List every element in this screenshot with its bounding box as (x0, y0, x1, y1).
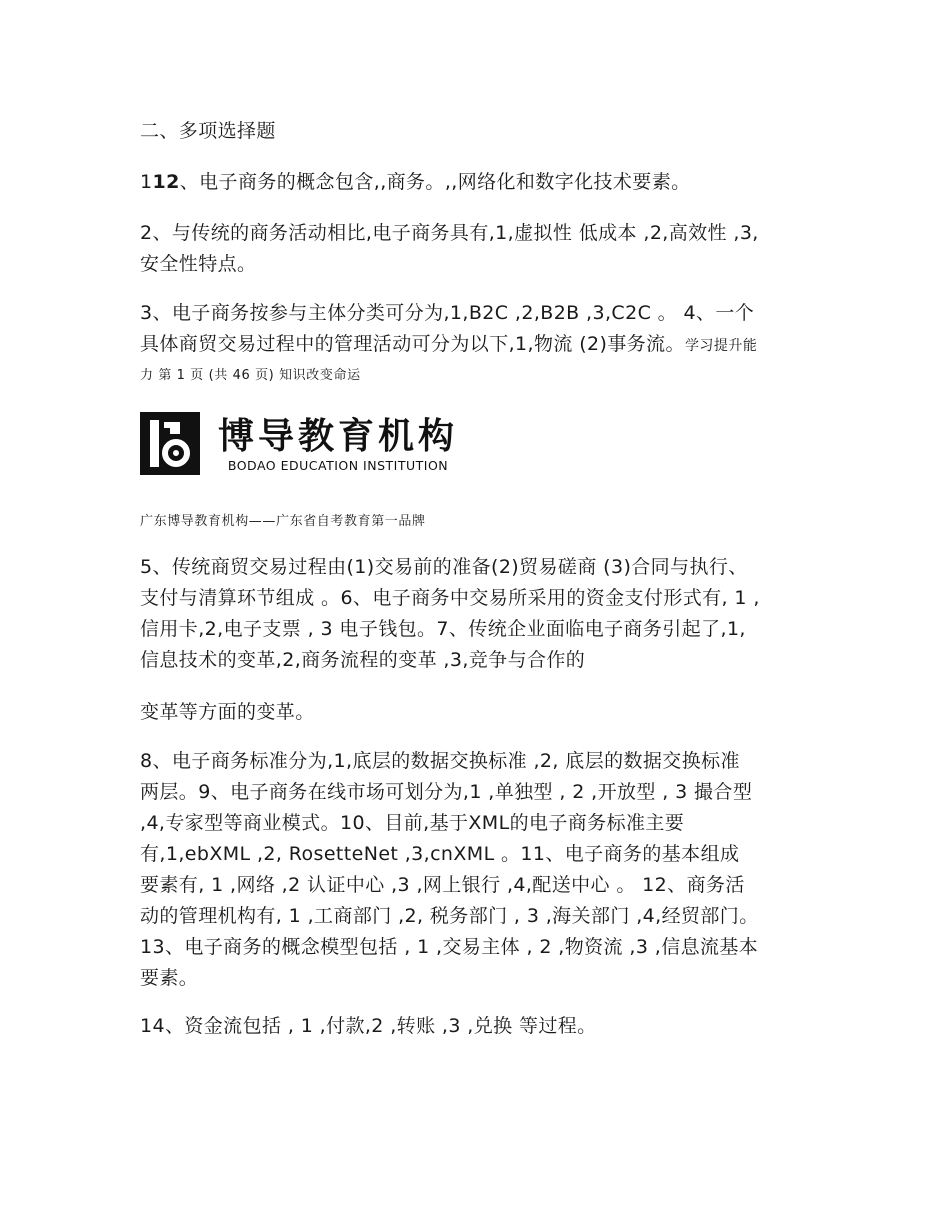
q2-line-2: 安全性特点。 (140, 253, 257, 275)
question-2 (140, 218, 820, 280)
paragraph-5 (140, 552, 820, 676)
bodao-logo (140, 412, 475, 475)
p5-line-4: 信息技术的变革,2,商务流程的变革 ,3,竞争与合作的 (140, 649, 586, 671)
p8-line-8: 要素。 (140, 967, 199, 989)
section-title: 二、多项选择题 (140, 120, 276, 142)
logo-mark-stem (150, 420, 159, 467)
paragraph-14: 14、资金流包括 , 1 ,付款,2 ,转账 ,3 ,兑换 等过程。 (140, 1015, 597, 1037)
paragraph-5-continued: 变革等方面的变革。 (140, 701, 315, 723)
question-3 (140, 298, 820, 360)
p8-line-4: 有,1,ebXML ,2, RosetteNet ,3,cnXML 。11、电子商务的基本组成 (140, 843, 740, 865)
p5-line-2: 支付与清算环节组成 。6、电子商务中交易所采用的资金支付形式有, 1 , (140, 587, 760, 609)
p8-line-5: 要素有, 1 ,网络 ,2 认证中心 ,3 ,网上银行 ,4,配送中心 。 12、商务活 (140, 874, 745, 896)
p8-line-7: 13、电子商务的概念模型包括 , 1 ,交易主体 , 2 ,物资流 ,3 ,信息流基本 (140, 936, 759, 958)
question-1 (140, 167, 820, 198)
p8-line-1: 8、电子商务标准分为,1,底层的数据交换标准 ,2, 底层的数据交换标准 (140, 750, 740, 772)
q3-line-2: 具体商贸交易过程中的管理活动可分为以下,1,物流 (2)事务流。 (140, 333, 685, 355)
paragraph-8 (140, 746, 820, 994)
logo-mark-dot (173, 450, 179, 456)
p8-line-6: 动的管理机构有, 1 ,工商部门 ,2, 税务部门 , 3 ,海关部门 ,4,经贸部门。 (140, 905, 759, 927)
p5-line-1: 5、传统商贸交易过程由(1)交易前的准备(2)贸易磋商 (3)合同与执行、 (140, 556, 748, 578)
tagline: 广东博导教育机构——广东省自考教育第一品牌 (140, 514, 426, 529)
q3-line-1: 3、电子商务按参与主体分类可分为,1,B2C ,2,B2B ,3,C2C 。 4、一个 (140, 302, 755, 324)
q3-line-2-tail: 学习提升能 (684, 338, 758, 354)
q2-line-1: 2、与传统的商务活动相比,电子商务具有,1,虚拟性 低成本 ,2,高效性 ,3, (140, 222, 759, 244)
q1-prefix: 1 (140, 171, 153, 193)
q1-text: 、电子商务的概念包含,,商务。,,网络化和数字化技术要素。 (179, 171, 691, 193)
logo-subtitle: BODAO EDUCATION INSTITUTION (227, 458, 449, 473)
logo-title: 博导教育机构 (217, 415, 459, 457)
p8-line-2: 两层。9、电子商务在线市场可划分为,1 ,单独型 , 2 ,开放型 , 3 撮合型 (140, 781, 753, 803)
p5-line-3: 信用卡,2,电子支票 , 3 电子钱包。7、传统企业面临电子商务引起了,1, (140, 618, 746, 640)
p8-line-3: ,4,专家型等商业模式。10、目前,基于XML的电子商务标准主要 (140, 812, 685, 834)
page-footer-line: 力 第 1 页 (共 46 页) 知识改变命运 (140, 368, 361, 383)
q1-number: 12 (152, 171, 180, 193)
